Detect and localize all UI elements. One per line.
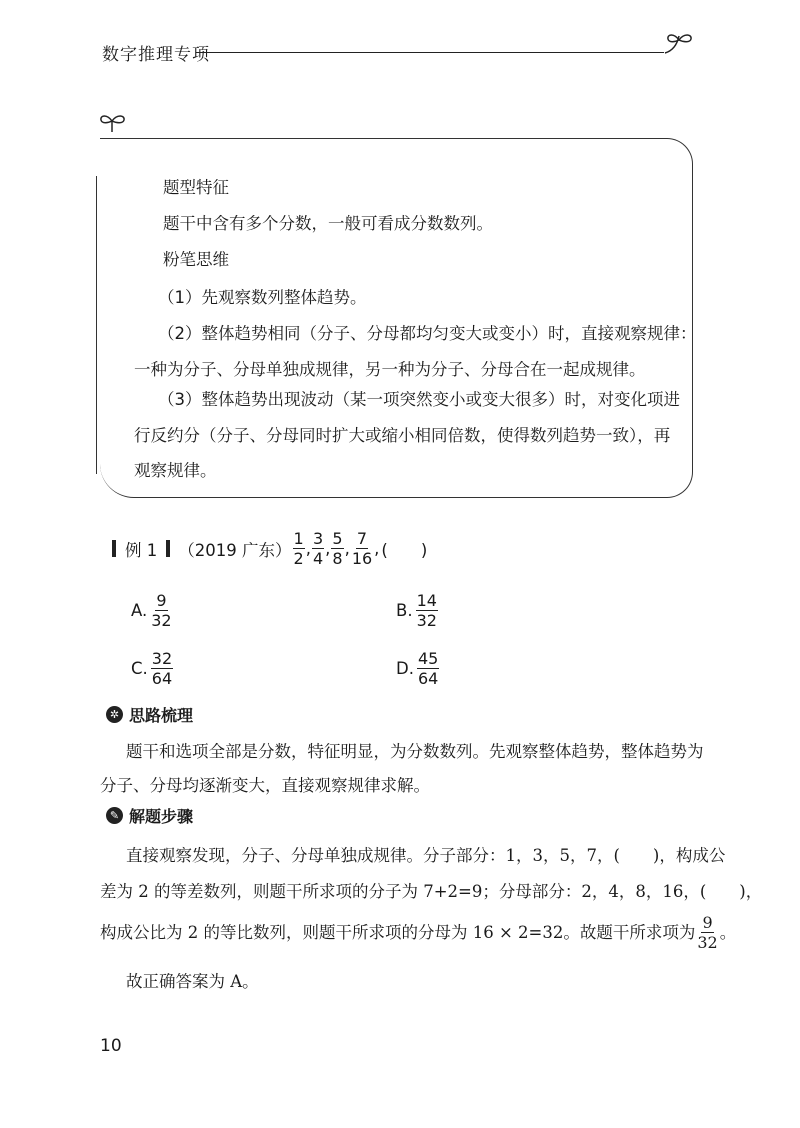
answer-blank: ( ) (381, 540, 428, 560)
header-rule (196, 52, 664, 53)
option-a[interactable]: A. $\frac{9}{32}$ (131, 591, 172, 630)
thinking-heading: 粉笔思维 (163, 250, 229, 269)
sprout-icon (98, 112, 128, 134)
gear-icon: ✲ (106, 706, 123, 723)
sequence-term: $\frac{5}{8}$ (332, 529, 343, 568)
option-c[interactable]: C. $\frac{32}{64}$ (131, 649, 173, 688)
thinking-point-3b: 行反约分（分子、分母同时扩大或缩小相同倍数，使得数列趋势一致），再 (134, 426, 671, 445)
feature-heading: 题型特征 (163, 178, 229, 197)
solution-line-2: 差为 2 的等差数列，则题干所求项的分子为 7+2=9；分母部分：2，4，8，16，( )， (100, 882, 763, 901)
example-label: 例 1 (125, 540, 158, 560)
option-d[interactable]: D. $\frac{45}{64}$ (396, 649, 439, 688)
final-answer: 故正确答案为 A。 (126, 972, 259, 991)
solution-line-1: 直接观察发现，分子、分母单独成规律。分子部分：1，3，5，7，( )，构成公 (126, 846, 726, 865)
example-question: 例 1 （2019 广东） $\frac{1}{2}$ , $\frac{3}{4}$ , $\frac{5}{8}$ , $\frac{7}{16}$ , ( ) (112, 530, 427, 567)
analysis-line-2: 分子、分母均逐渐变大，直接观察规律求解。 (100, 776, 430, 795)
pen-icon: ✎ (106, 807, 123, 824)
thinking-point-2a: （2）整体趋势相同（分子、分母都均匀变大或变小）时，直接观察规律： (158, 324, 697, 343)
analysis-heading: ✲ 思路梳理 (106, 703, 193, 726)
thinking-point-1: （1）先观察数列整体趋势。 (158, 288, 367, 307)
thinking-point-3c: 观察规律。 (134, 461, 217, 480)
example-marker-left (112, 540, 116, 557)
sequence-term: $\frac{1}{2}$ (293, 529, 304, 568)
analysis-line-1: 题干和选项全部是分数，特征明显，为分数数列。先观察整体趋势，整体趋势为 (126, 742, 704, 761)
answer-fraction: $\frac{9}{32}$ (697, 913, 718, 952)
option-b[interactable]: B. $\frac{14}{32}$ (396, 591, 437, 630)
solution-line-3: 构成公比为 2 的等比数列，则题干所求项的分母为 16 × 2=32。故题干所求项为 $\frac{9}{32}$ 。 (100, 913, 737, 952)
sprout-icon (662, 30, 696, 56)
example-source: （2019 广东） (178, 540, 292, 560)
thinking-point-3a: （3）整体趋势出现波动（某一项突然变小或变大很多）时，对变化项进 (158, 390, 680, 409)
feature-box-left-border (96, 176, 97, 474)
solution-heading: ✎ 解题步骤 (106, 804, 193, 827)
example-marker-right (166, 540, 170, 557)
feature-text: 题干中含有多个分数，一般可看成分数数列。 (163, 214, 493, 233)
sequence-term: $\frac{7}{16}$ (351, 529, 373, 568)
running-header-title: 数字推理专项 (102, 45, 210, 65)
sequence-term: $\frac{3}{4}$ (312, 529, 324, 568)
thinking-point-2b: 一种为分子、分母单独成规律，另一种为分子、分母合在一起成规律。 (134, 360, 646, 379)
page-number: 10 (100, 1036, 122, 1056)
